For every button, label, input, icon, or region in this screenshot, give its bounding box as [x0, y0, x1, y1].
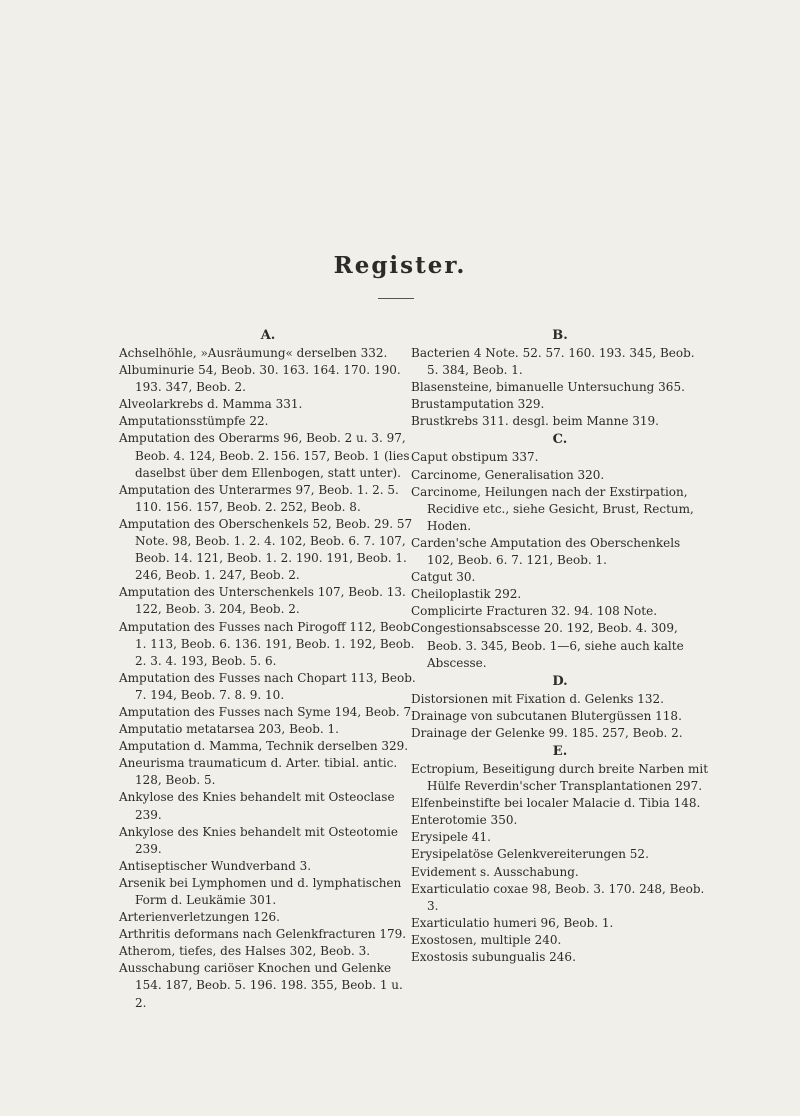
- index-entry: Blasensteine, bimanuelle Untersuchung 365.: [411, 380, 685, 395]
- index-entry: Amputation des Oberschenkels 52, Beob. 29. 57 Note. 98, Beob. 1. 2. 4. 102, Beob. 6. 7. 107, Beob. 14. 121, Beob. 1. 2. 190. 191, Beob. 1. 246, Beob. 1. 247, Beob. 2.: [119, 516, 413, 583]
- right-column: [411, 326, 709, 966]
- index-entry: Ankylose des Knies behandelt mit Osteoclase 239.: [119, 790, 395, 822]
- index-entry: Ausschabung cariöser Knochen und Gelenke 154. 187, Beob. 5. 196. 198. 355, Beob. 1 u. 2.: [119, 961, 403, 1010]
- left-column: [119, 326, 417, 1012]
- index-entry: Amputation des Unterschenkels 107, Beob. 13. 122, Beob. 3. 204, Beob. 2.: [119, 585, 406, 617]
- section-letter-e: E.: [552, 743, 568, 759]
- index-entry: Amputation des Fusses nach Syme 194, Beob. 7.: [119, 704, 415, 719]
- index-entry: Carcinome, Heilungen nach der Exstirpation, Recidive etc., siehe Gesicht, Brust, Rectum, Hoden.: [411, 484, 694, 533]
- index-entry: Ankylose des Knies behandelt mit Osteotomie 239.: [119, 824, 398, 856]
- index-entry: Exostosis subungualis 246.: [411, 950, 576, 964]
- section-letter-c: C.: [552, 432, 568, 448]
- index-entry: Aneurisma traumaticum d. Arter. tibial. antic. 128, Beob. 5.: [119, 756, 398, 788]
- index-entry: Bacterien 4 Note. 52. 57. 160. 193. 345, Beob. 5. 384, Beob. 1.: [411, 346, 695, 378]
- index-entry: Carcinome, Generalisation 320.: [411, 467, 605, 482]
- index-entry: Enterotomie 350.: [411, 813, 518, 828]
- index-entry: Arsenik bei Lymphomen und d. lymphatischen Form d. Leukämie 301.: [119, 875, 402, 907]
- index-entry: Exostosen, multiple 240.: [411, 932, 562, 947]
- section-letter-d: D.: [552, 673, 568, 689]
- left-entry-list: [119, 345, 417, 1012]
- index-entry: Amputation d. Mamma, Technik derselben 329.: [119, 739, 409, 754]
- index-entry: Caput obstipum 337.: [411, 450, 539, 465]
- index-entry: Arthritis deformans nach Gelenkfracturen 179.: [119, 927, 407, 942]
- index-entry: Amputation des Oberarms 96, Beob. 2 u. 3. 97, Beob. 4. 124, Beob. 2. 156. 157, Beob. 1 (lies daselbst über dem Ellenbogen, statt unter).: [119, 431, 410, 480]
- index-entry: Brustamputation 329.: [411, 397, 545, 412]
- index-entry: Cheiloplastik 292.: [411, 587, 522, 602]
- index-entry: Erysipele 41.: [411, 830, 491, 845]
- index-entry: Catgut 30.: [411, 570, 476, 585]
- index-entry: Amputation des Fusses nach Chopart 113, Beob. 7. 194, Beob. 7. 8. 9. 10.: [119, 670, 416, 702]
- title-divider: [378, 298, 414, 299]
- index-entry: Albuminurie 54, Beob. 30. 163. 164. 170. 190. 193. 347, Beob. 2.: [119, 363, 401, 395]
- index-entry: Alveolarkrebs d. Mamma 331.: [119, 397, 303, 412]
- index-entry: Carden'sche Amputation des Oberschenkels 102, Beob. 6. 7. 121, Beob. 1.: [411, 535, 681, 568]
- index-entry: Atherom, tiefes, des Halses 302, Beob. 3.: [119, 944, 371, 959]
- index-entry: Ectropium, Beseitigung durch breite Narben mit Hülfe Reverdin'scher Transplantationen 297.: [411, 761, 709, 794]
- index-entry: Exarticulatio humeri 96, Beob. 1.: [411, 915, 614, 930]
- index-entry: Arterienverletzungen 126.: [119, 910, 280, 925]
- section-letter-b: B.: [552, 328, 568, 343]
- index-entry: Elfenbeinstifte bei localer Malacie d. Tibia 148.: [411, 796, 701, 811]
- index-entry: Achselhöhle, »Ausräumung« derselben 332.: [119, 346, 388, 360]
- index-entry: Antiseptischer Wundverband 3.: [119, 858, 312, 873]
- index-entry: Drainage von subcutanen Blutergüssen 118.: [411, 708, 682, 723]
- index-entry: Evidement s. Ausschabung.: [411, 864, 579, 879]
- index-entry: Distorsionen mit Fixation d. Gelenks 132.: [411, 691, 664, 706]
- section-letter-a: A.: [260, 328, 276, 343]
- index-entry: Amputation des Fusses nach Pirogoff 112, Beob. 1. 113, Beob. 6. 136. 191, Beob. 1. 192, Beob. 2. 3. 4. 193, Beob. 5. 6.: [119, 619, 415, 668]
- page-title: Register.: [333, 252, 467, 279]
- index-entry: Drainage der Gelenke 99. 185. 257, Beob. 2.: [411, 725, 683, 740]
- index-entry: Amputationsstümpfe 22.: [119, 414, 269, 429]
- index-entry: Amputatio metatarsea 203, Beob. 1.: [119, 722, 339, 737]
- index-entry: Brustkrebs 311. desgl. beim Manne 319.: [411, 414, 659, 429]
- index-entry: Amputation des Unterarmes 97, Beob. 1. 2. 5. 110. 156. 157, Beob. 2. 252, Beob. 8.: [119, 482, 399, 514]
- index-entry: Erysipelatöse Gelenkvereiterungen 52.: [411, 847, 649, 862]
- index-entry: Complicirte Fracturen 32. 94. 108 Note.: [411, 604, 658, 619]
- index-entry: Congestionsabscesse 20. 192, Beob. 4. 309, Beob. 3. 345, Beob. 1—6, siehe auch kalte Abscesse.: [411, 621, 684, 670]
- index-entry: Exarticulatio coxae 98, Beob. 3. 170. 248, Beob. 3.: [411, 881, 705, 913]
